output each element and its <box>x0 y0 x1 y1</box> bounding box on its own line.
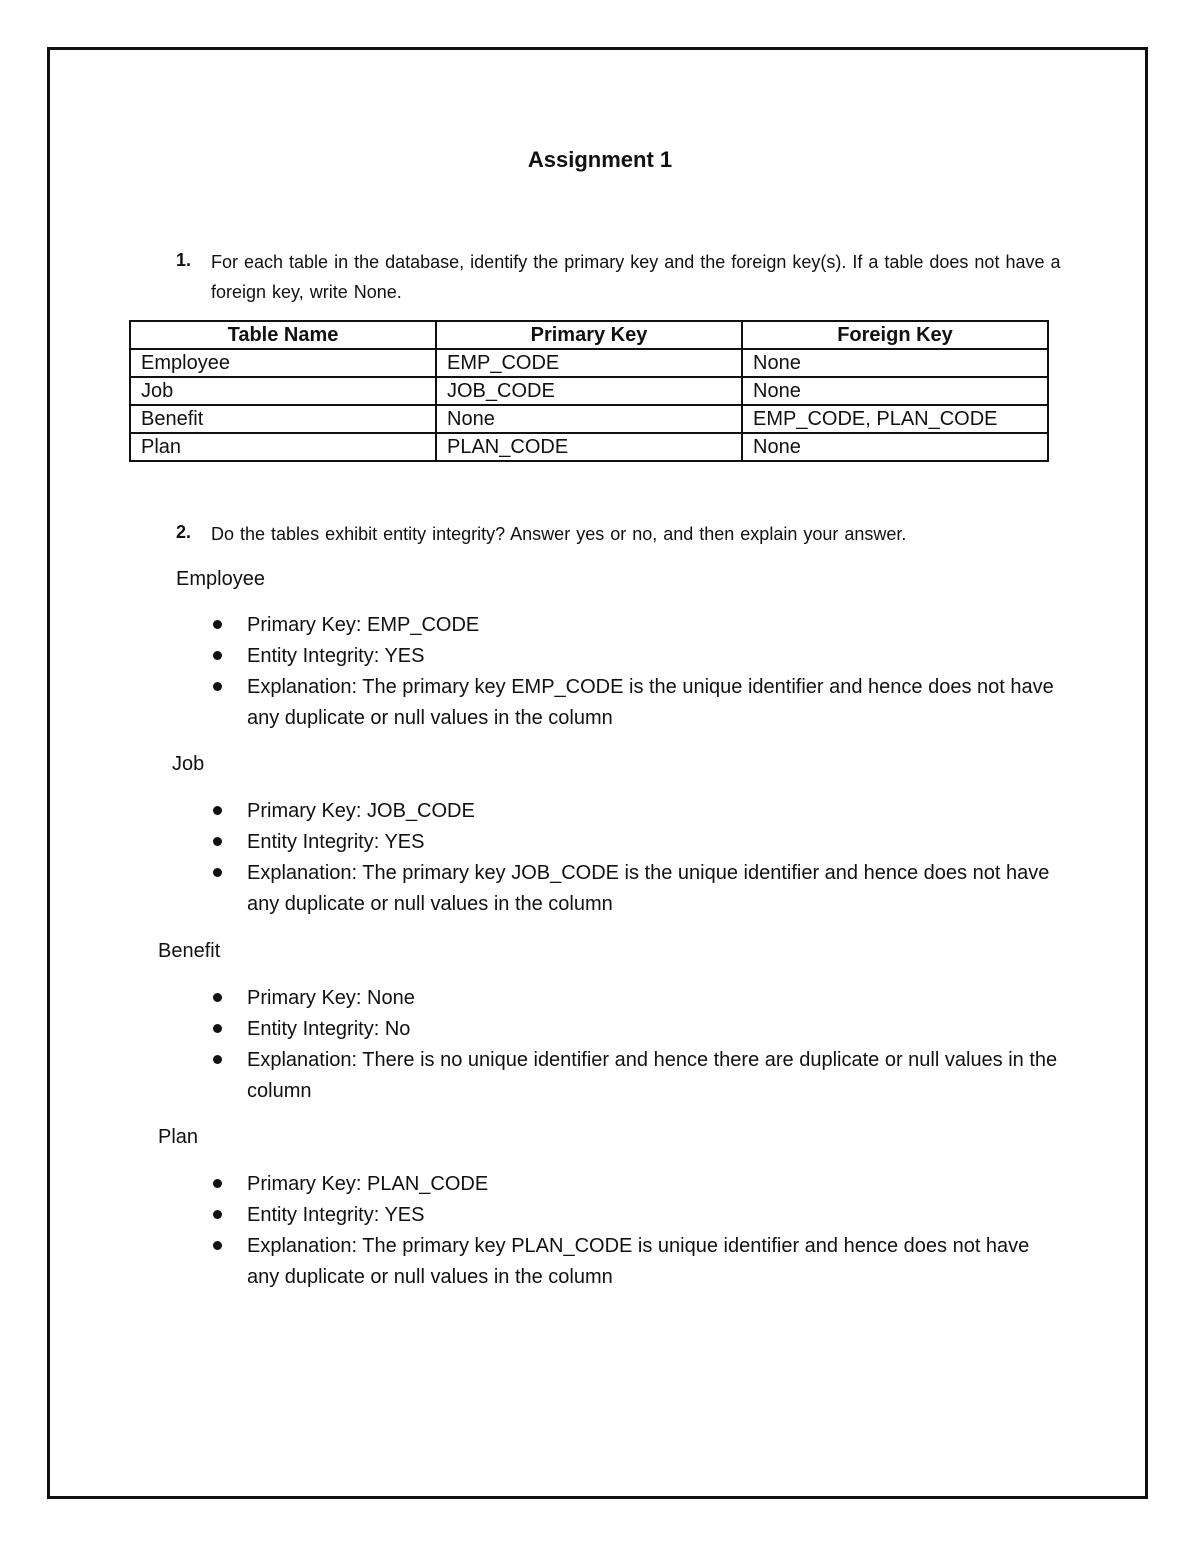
section-title-benefit: Benefit <box>158 940 221 962</box>
list-item-text: Entity Integrity: YES <box>247 645 425 667</box>
question-2-number: 2. <box>176 522 192 542</box>
bullet-icon <box>213 682 222 691</box>
cell-foreign-key: None <box>742 377 1048 405</box>
cell-table-name: Benefit <box>130 405 436 433</box>
list-item <box>0 610 1067 641</box>
bullet-icon <box>213 837 222 846</box>
bullet-icon <box>213 1179 222 1188</box>
bullet-icon <box>213 1024 222 1033</box>
cell-foreign-key: EMP_CODE, PLAN_CODE <box>742 405 1048 433</box>
list-item-text: Entity Integrity: YES <box>247 831 425 853</box>
bullet-icon <box>213 868 222 877</box>
bullet-icon <box>213 1210 222 1219</box>
cell-foreign-key: None <box>742 349 1048 377</box>
table-row <box>130 377 1048 405</box>
list-item-text: Entity Integrity: YES <box>247 1204 425 1226</box>
list-item-text: Explanation: The primary key EMP_CODE is the unique identifier and hence does not have any duplicate or null values in the column <box>247 676 1054 729</box>
list-item-text: Primary Key: PLAN_CODE <box>247 1173 489 1195</box>
list-item <box>0 1014 1067 1045</box>
cell-table-name: Plan <box>130 433 436 461</box>
list-item-text: Explanation: There is no unique identifier and hence there are duplicate or null values in the column <box>247 1049 1058 1102</box>
list-item-text: Primary Key: EMP_CODE <box>247 614 480 636</box>
list-item <box>0 1231 1067 1293</box>
bullet-icon <box>213 806 222 815</box>
cell-primary-key: PLAN_CODE <box>436 433 742 461</box>
cell-table-name: Job <box>130 377 436 405</box>
keys-table <box>129 320 1049 462</box>
header-primary-key: Primary Key <box>436 321 742 349</box>
section-list-job <box>0 796 1200 920</box>
bullet-icon <box>213 620 222 629</box>
header-table-name: Table Name <box>130 321 436 349</box>
section-list-employee <box>0 610 1200 734</box>
list-item <box>0 827 1067 858</box>
section-title-employee: Employee <box>176 568 265 590</box>
bullet-icon <box>213 1055 222 1064</box>
cell-primary-key: JOB_CODE <box>436 377 742 405</box>
list-item <box>0 1200 1067 1231</box>
bullet-icon <box>213 993 222 1002</box>
cell-primary-key: EMP_CODE <box>436 349 742 377</box>
table-header-row <box>130 321 1048 349</box>
list-item-text: Explanation: The primary key JOB_CODE is the unique identifier and hence does not have any duplicate or null values in the column <box>247 862 1050 915</box>
table-row <box>130 405 1048 433</box>
section-list-benefit <box>0 983 1200 1107</box>
list-item <box>0 858 1067 920</box>
list-item <box>0 1169 1067 1200</box>
section-title-plan: Plan <box>158 1126 199 1148</box>
question-1-number: 1. <box>176 250 192 270</box>
list-item-text: Primary Key: JOB_CODE <box>247 800 475 822</box>
list-item <box>0 983 1067 1014</box>
bullet-icon <box>213 1241 222 1250</box>
list-item <box>0 672 1067 734</box>
bullet-icon <box>213 651 222 660</box>
question-1-text: For each table in the database, identify the primary key and the foreign key(s). If a table does not have a foreign key, write None. <box>211 252 1061 302</box>
section-title-job: Job <box>172 753 205 775</box>
list-item-text: Primary Key: None <box>247 987 415 1009</box>
cell-table-name: Employee <box>130 349 436 377</box>
cell-primary-key: None <box>436 405 742 433</box>
question-2-text: Do the tables exhibit entity integrity? Answer yes or no, and then explain your answer. <box>211 524 907 544</box>
list-item <box>0 796 1067 827</box>
cell-foreign-key: None <box>742 433 1048 461</box>
page-title: Assignment 1 <box>527 147 673 172</box>
list-item <box>0 641 1067 672</box>
table-row <box>130 433 1048 461</box>
list-item-text: Entity Integrity: No <box>247 1018 411 1040</box>
header-foreign-key: Foreign Key <box>742 321 1048 349</box>
section-list-plan <box>0 1169 1200 1293</box>
list-item <box>0 1045 1067 1107</box>
table-row <box>130 349 1048 377</box>
list-item-text: Explanation: The primary key PLAN_CODE is unique identifier and hence does not have any duplicate or null values in the column <box>247 1235 1030 1288</box>
